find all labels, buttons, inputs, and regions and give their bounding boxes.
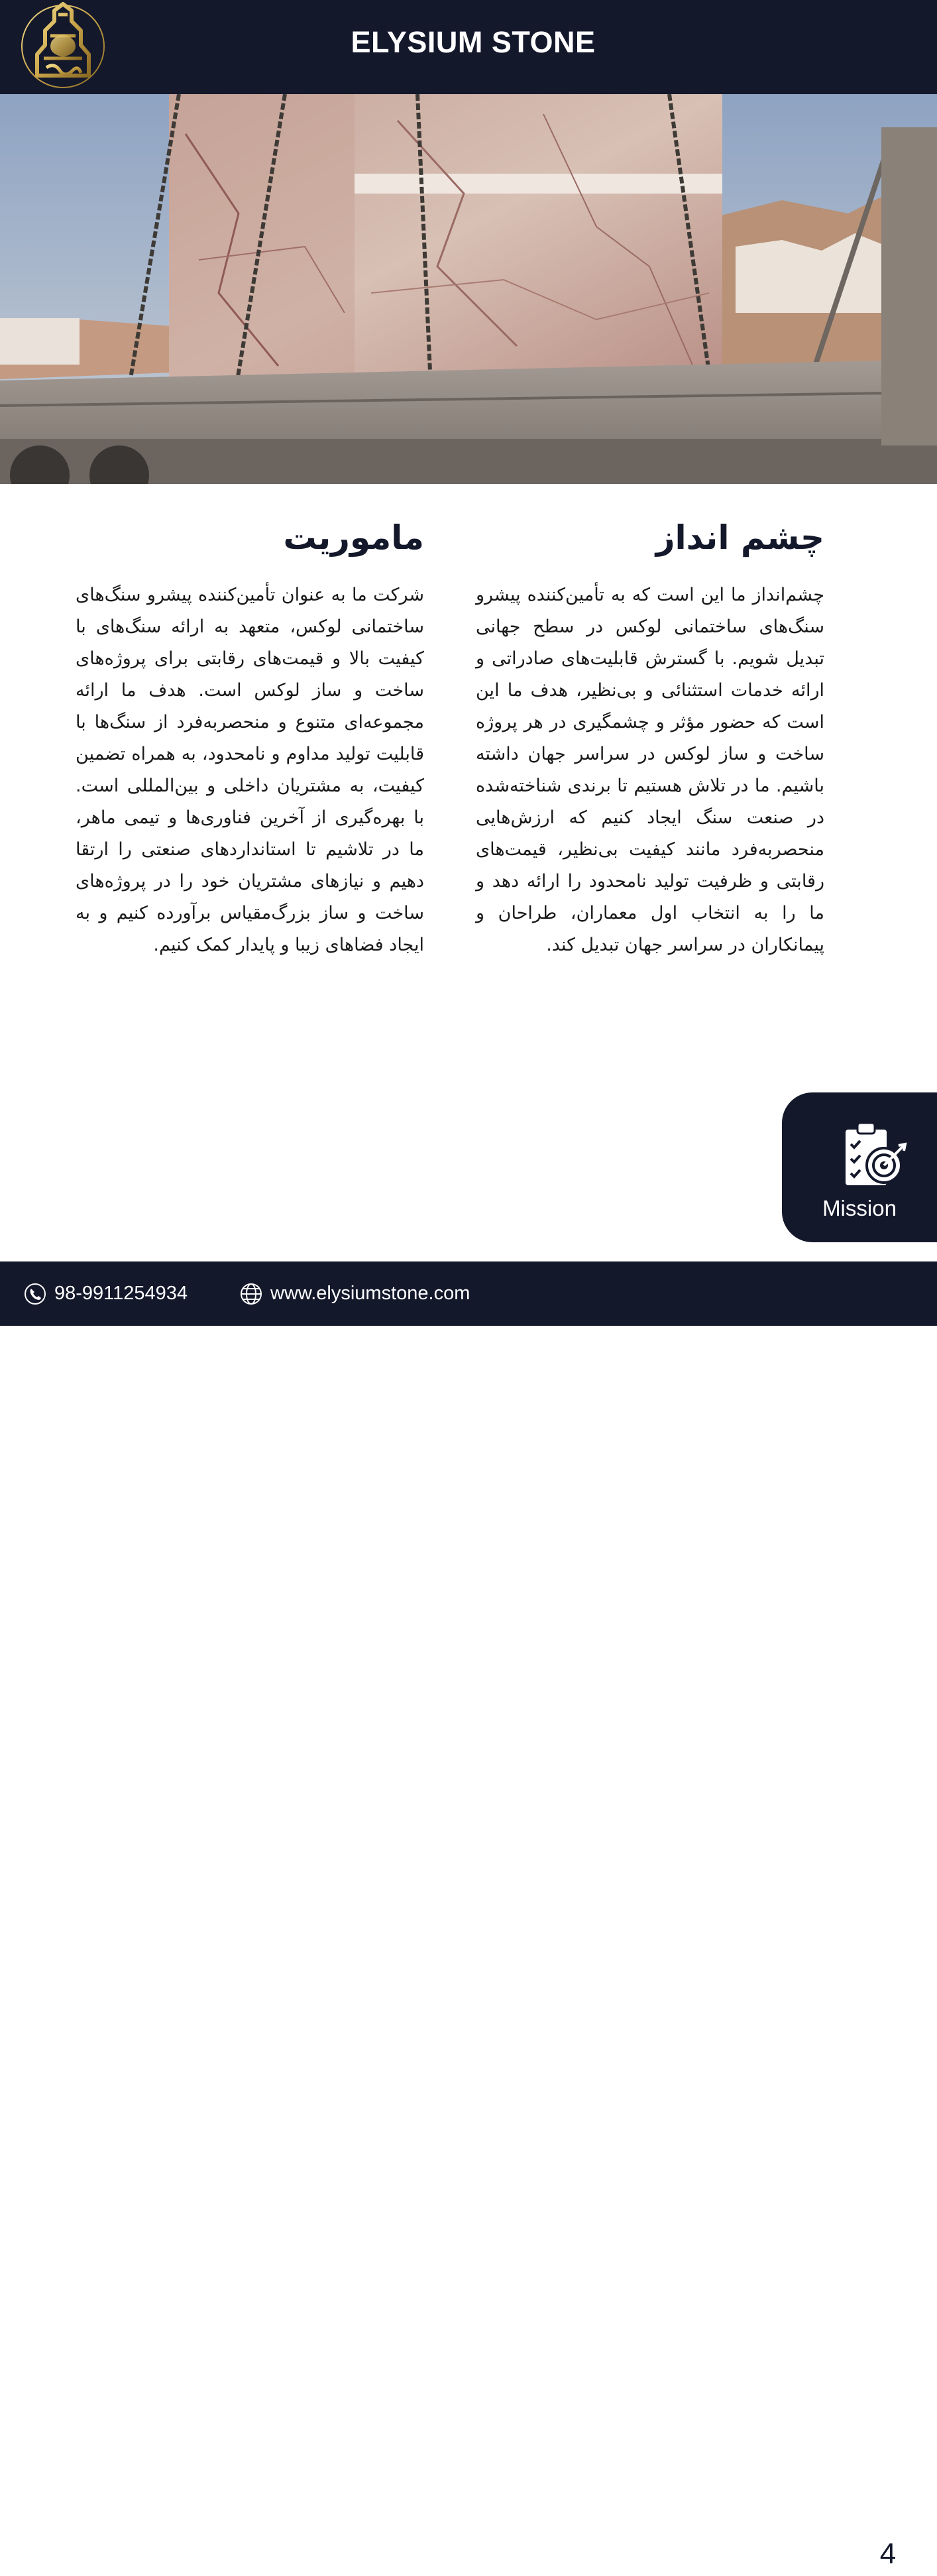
page-number: 4 — [879, 2538, 897, 2570]
mission-badge — [782, 1092, 937, 1242]
vision-section — [476, 516, 824, 961]
mission-title: ماموریت — [283, 518, 424, 557]
footer-website[interactable] — [240, 1261, 470, 1326]
page-number-badge — [826, 2532, 937, 2576]
mission-section — [76, 516, 424, 961]
phone-icon — [24, 1283, 46, 1305]
badge-label: Mission — [822, 1196, 897, 1220]
brand-title: ELYSIUM STONE — [351, 25, 596, 59]
phone-number: 98-9911254934 — [54, 1283, 188, 1304]
vision-title: چشم انداز — [655, 518, 824, 557]
vision-body: چشم‌انداز ما این است که به تأمین‌کننده پیشرو سنگ‌های ساختمانی لوکس در سطح جهانی تبدیل شویم. با گسترش قابلیت‌های صادراتی و ارائه خدمات استثنائی و بی‌نظیر، هدف ما این است که حضور مؤثر و چشمگیری در هر پروژه ساخت و ساز لوکس در سراسر جهان داشته باشیم. ما در تلاش هستیم تا برندی شناخته‌شده در صنعت سنگ ایجاد کنیم که ارزش‌هایی منحصربه‌فرد مانند کیفیت بی‌نظیر، قیمت‌های رقابتی و ظرفیت تولید نامحدود را ارائه دهد و ما را به انتخاب اول معماران، طراحان و پیمانکاران در سراسر جهان تبدیل کند. — [476, 585, 824, 955]
footer-phone[interactable] — [24, 1261, 188, 1326]
mission-body: شرکت ما به عنوان تأمین‌کننده پیشرو سنگ‌های ساختمانی لوکس، متعهد به ارائه سنگ‌های با کیفیت بالا و قیمت‌های رقابتی برای پروژه‌های ساخت و ساز لوکس است. هدف ما ارائه مجموعه‌ای متنوع و منحصربه‌فرد از سنگ‌ها با قابلیت تولید مداوم و نامحدود، به همراه تضمین کیفیت، به مشتریان داخلی و بین‌المللی است. با بهره‌گیری از آخرین فناوری‌ها و تیمی ماهر، ما در تلاشیم تا استانداردهای صنعتی را ارتقا دهیم و نیازهای مشتریان خود را در پروژه‌های ساخت و ساز بزرگ‌مقیاس برآورده کنیم و به ایجاد فضاهای زیبا و پایدار کمک کنیم. — [76, 585, 424, 955]
hero-photo — [0, 94, 937, 484]
website-url: www.elysiumstone.com — [270, 1283, 470, 1304]
header-bar — [0, 0, 937, 94]
globe-icon — [240, 1283, 262, 1305]
footer-bar — [0, 1261, 937, 2570]
clipboard-target-icon — [835, 1119, 908, 1192]
